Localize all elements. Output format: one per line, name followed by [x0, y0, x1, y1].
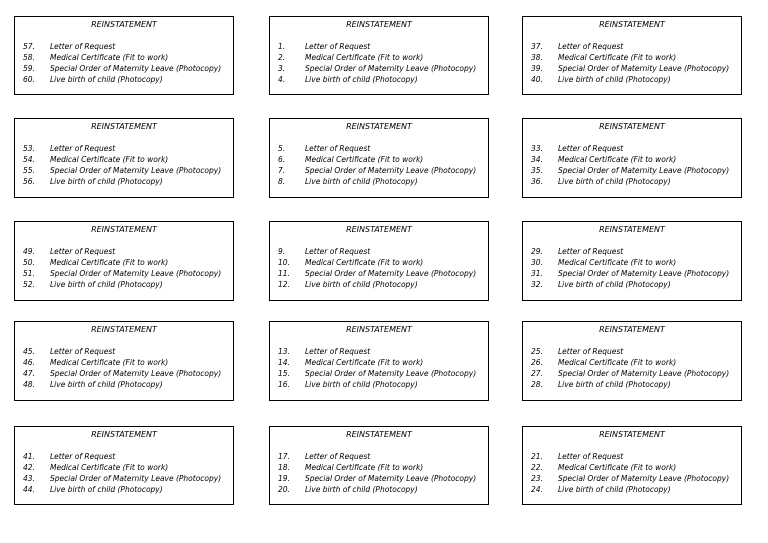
- item-text: Medical Certificate (Fit to work): [305, 358, 424, 367]
- label-card: [522, 426, 742, 505]
- checklist-item: [278, 257, 488, 268]
- item-text: Live birth of child (Photocopy): [558, 380, 671, 389]
- item-number: 39.: [531, 64, 543, 73]
- item-text: Medical Certificate (Fit to work): [558, 155, 677, 164]
- card-title: REINSTATEMENT: [346, 20, 412, 29]
- checklist-item: [23, 154, 233, 165]
- item-number: 10.: [278, 258, 290, 267]
- item-text: Letter of Request: [305, 452, 371, 461]
- item-number: 53.: [23, 144, 35, 153]
- item-number: 29.: [531, 247, 543, 256]
- checklist-item: [23, 473, 233, 484]
- item-number: 44.: [23, 485, 35, 494]
- checklist-item: [531, 165, 741, 176]
- item-text: Special Order of Maternity Leave (Photocopy): [305, 64, 477, 73]
- checklist-item: [278, 63, 488, 74]
- item-text: Letter of Request: [50, 144, 116, 153]
- item-number: 20.: [278, 485, 290, 494]
- item-number: 60.: [23, 75, 35, 84]
- checklist: [270, 143, 488, 187]
- item-text: Medical Certificate (Fit to work): [50, 155, 169, 164]
- item-number: 13.: [278, 347, 290, 356]
- card-title: REINSTATEMENT: [91, 20, 157, 29]
- item-text: Special Order of Maternity Leave (Photocopy): [558, 369, 730, 378]
- checklist: [523, 246, 741, 290]
- item-number: 9.: [278, 247, 286, 256]
- label-card: [522, 118, 742, 198]
- checklist: [270, 346, 488, 390]
- label-card: [522, 16, 742, 95]
- item-number: 2.: [278, 53, 286, 62]
- item-text: Medical Certificate (Fit to work): [558, 463, 677, 472]
- item-text: Special Order of Maternity Leave (Photocopy): [305, 166, 477, 175]
- checklist-item: [278, 143, 488, 154]
- item-text: Special Order of Maternity Leave (Photocopy): [50, 369, 222, 378]
- checklist-item: [278, 484, 488, 495]
- item-text: Medical Certificate (Fit to work): [558, 358, 677, 367]
- item-number: 52.: [23, 280, 35, 289]
- checklist-item: [531, 246, 741, 257]
- checklist: [15, 41, 233, 85]
- item-text: Special Order of Maternity Leave (Photocopy): [305, 474, 477, 483]
- item-number: 21.: [531, 452, 543, 461]
- checklist-item: [23, 52, 233, 63]
- item-number: 1.: [278, 42, 286, 51]
- card-title: REINSTATEMENT: [91, 225, 157, 234]
- item-number: 4.: [278, 75, 286, 84]
- checklist-item: [278, 279, 488, 290]
- item-number: 14.: [278, 358, 290, 367]
- label-card: [269, 221, 489, 301]
- checklist: [523, 346, 741, 390]
- item-text: Live birth of child (Photocopy): [305, 280, 418, 289]
- checklist-item: [23, 451, 233, 462]
- item-number: 35.: [531, 166, 543, 175]
- item-number: 51.: [23, 269, 35, 278]
- item-text: Live birth of child (Photocopy): [50, 75, 163, 84]
- checklist-item: [531, 52, 741, 63]
- card-title: REINSTATEMENT: [599, 20, 665, 29]
- item-number: 56.: [23, 177, 35, 186]
- item-text: Medical Certificate (Fit to work): [50, 258, 169, 267]
- checklist: [15, 143, 233, 187]
- checklist: [270, 451, 488, 495]
- item-text: Letter of Request: [558, 42, 624, 51]
- checklist-item: [278, 74, 488, 85]
- item-number: 41.: [23, 452, 35, 461]
- checklist-item: [531, 176, 741, 187]
- checklist-item: [23, 279, 233, 290]
- checklist-item: [23, 165, 233, 176]
- checklist-item: [278, 176, 488, 187]
- checklist-item: [278, 165, 488, 176]
- item-text: Letter of Request: [50, 247, 116, 256]
- checklist: [15, 346, 233, 390]
- checklist-item: [23, 176, 233, 187]
- item-number: 48.: [23, 380, 35, 389]
- checklist: [15, 246, 233, 290]
- checklist-item: [23, 268, 233, 279]
- label-card: [14, 321, 234, 401]
- item-number: 55.: [23, 166, 35, 175]
- item-number: 3.: [278, 64, 286, 73]
- item-text: Letter of Request: [50, 347, 116, 356]
- checklist-item: [278, 154, 488, 165]
- item-number: 37.: [531, 42, 543, 51]
- item-text: Letter of Request: [305, 144, 371, 153]
- item-text: Live birth of child (Photocopy): [305, 380, 418, 389]
- checklist-item: [278, 473, 488, 484]
- checklist: [523, 451, 741, 495]
- checklist-item: [23, 462, 233, 473]
- item-number: 23.: [531, 474, 543, 483]
- item-number: 30.: [531, 258, 543, 267]
- item-number: 42.: [23, 463, 35, 472]
- item-text: Live birth of child (Photocopy): [305, 75, 418, 84]
- item-number: 26.: [531, 358, 543, 367]
- checklist-item: [23, 63, 233, 74]
- item-number: 58.: [23, 53, 35, 62]
- item-text: Letter of Request: [305, 42, 371, 51]
- item-number: 12.: [278, 280, 290, 289]
- checklist-item: [531, 143, 741, 154]
- checklist-item: [531, 473, 741, 484]
- item-number: 11.: [278, 269, 290, 278]
- card-title: REINSTATEMENT: [599, 225, 665, 234]
- checklist-item: [278, 268, 488, 279]
- item-number: 28.: [531, 380, 543, 389]
- checklist-item: [531, 74, 741, 85]
- card-title: REINSTATEMENT: [91, 430, 157, 439]
- card-title: REINSTATEMENT: [346, 225, 412, 234]
- label-card: [14, 221, 234, 301]
- checklist-item: [278, 246, 488, 257]
- item-number: 54.: [23, 155, 35, 164]
- item-number: 24.: [531, 485, 543, 494]
- item-number: 5.: [278, 144, 286, 153]
- item-number: 34.: [531, 155, 543, 164]
- checklist-item: [23, 346, 233, 357]
- item-text: Medical Certificate (Fit to work): [305, 53, 424, 62]
- card-title: REINSTATEMENT: [346, 430, 412, 439]
- item-text: Letter of Request: [558, 452, 624, 461]
- item-number: 57.: [23, 42, 35, 51]
- checklist-item: [278, 451, 488, 462]
- item-number: 25.: [531, 347, 543, 356]
- item-text: Special Order of Maternity Leave (Photocopy): [558, 64, 730, 73]
- item-number: 31.: [531, 269, 543, 278]
- checklist-item: [278, 52, 488, 63]
- item-text: Live birth of child (Photocopy): [50, 280, 163, 289]
- item-text: Letter of Request: [305, 347, 371, 356]
- checklist-item: [531, 451, 741, 462]
- item-text: Medical Certificate (Fit to work): [305, 463, 424, 472]
- item-text: Live birth of child (Photocopy): [558, 485, 671, 494]
- item-text: Medical Certificate (Fit to work): [50, 53, 169, 62]
- item-number: 32.: [531, 280, 543, 289]
- item-text: Special Order of Maternity Leave (Photocopy): [558, 269, 730, 278]
- checklist-item: [23, 143, 233, 154]
- label-card: [269, 426, 489, 505]
- item-text: Medical Certificate (Fit to work): [305, 155, 424, 164]
- item-number: 8.: [278, 177, 286, 186]
- checklist-item: [23, 379, 233, 390]
- checklist-item: [531, 279, 741, 290]
- item-number: 59.: [23, 64, 35, 73]
- checklist-item: [278, 357, 488, 368]
- item-text: Special Order of Maternity Leave (Photocopy): [50, 64, 222, 73]
- checklist-item: [23, 357, 233, 368]
- checklist-item: [23, 368, 233, 379]
- item-text: Letter of Request: [558, 247, 624, 256]
- item-text: Medical Certificate (Fit to work): [558, 53, 677, 62]
- checklist-item: [531, 379, 741, 390]
- card-title: REINSTATEMENT: [91, 325, 157, 334]
- item-number: 18.: [278, 463, 290, 472]
- item-number: 38.: [531, 53, 543, 62]
- card-title: REINSTATEMENT: [599, 122, 665, 131]
- item-text: Letter of Request: [558, 144, 624, 153]
- label-card: [269, 118, 489, 198]
- item-text: Medical Certificate (Fit to work): [558, 258, 677, 267]
- item-number: 6.: [278, 155, 286, 164]
- item-number: 50.: [23, 258, 35, 267]
- item-text: Live birth of child (Photocopy): [558, 177, 671, 186]
- card-title: REINSTATEMENT: [599, 430, 665, 439]
- checklist-item: [23, 74, 233, 85]
- item-number: 46.: [23, 358, 35, 367]
- item-number: 7.: [278, 166, 286, 175]
- item-text: Medical Certificate (Fit to work): [305, 258, 424, 267]
- item-text: Live birth of child (Photocopy): [305, 177, 418, 186]
- item-text: Live birth of child (Photocopy): [50, 380, 163, 389]
- card-title: REINSTATEMENT: [346, 325, 412, 334]
- item-number: 27.: [531, 369, 543, 378]
- checklist: [523, 143, 741, 187]
- checklist: [270, 41, 488, 85]
- item-text: Special Order of Maternity Leave (Photocopy): [50, 166, 222, 175]
- checklist-item: [531, 462, 741, 473]
- label-card: [269, 16, 489, 95]
- checklist-item: [23, 484, 233, 495]
- checklist-item: [531, 346, 741, 357]
- item-number: 17.: [278, 452, 290, 461]
- checklist-item: [23, 257, 233, 268]
- item-text: Letter of Request: [50, 42, 116, 51]
- item-text: Live birth of child (Photocopy): [558, 75, 671, 84]
- checklist-item: [278, 462, 488, 473]
- item-number: 49.: [23, 247, 35, 256]
- checklist: [15, 451, 233, 495]
- checklist: [523, 41, 741, 85]
- item-text: Live birth of child (Photocopy): [558, 280, 671, 289]
- item-number: 45.: [23, 347, 35, 356]
- item-number: 33.: [531, 144, 543, 153]
- item-number: 22.: [531, 463, 543, 472]
- item-number: 40.: [531, 75, 543, 84]
- label-card: [522, 221, 742, 301]
- label-card: [14, 426, 234, 505]
- checklist-item: [23, 246, 233, 257]
- item-number: 16.: [278, 380, 290, 389]
- checklist-item: [531, 357, 741, 368]
- checklist-item: [278, 379, 488, 390]
- item-text: Letter of Request: [50, 452, 116, 461]
- label-card: [14, 118, 234, 198]
- item-number: 43.: [23, 474, 35, 483]
- item-text: Medical Certificate (Fit to work): [50, 358, 169, 367]
- item-text: Live birth of child (Photocopy): [305, 485, 418, 494]
- checklist-item: [531, 268, 741, 279]
- item-text: Letter of Request: [558, 347, 624, 356]
- card-title: REINSTATEMENT: [599, 325, 665, 334]
- label-card: [522, 321, 742, 401]
- checklist: [270, 246, 488, 290]
- checklist-item: [278, 41, 488, 52]
- item-number: 47.: [23, 369, 35, 378]
- item-text: Letter of Request: [305, 247, 371, 256]
- item-text: Special Order of Maternity Leave (Photocopy): [50, 474, 222, 483]
- item-number: 19.: [278, 474, 290, 483]
- checklist-item: [531, 63, 741, 74]
- checklist-item: [23, 41, 233, 52]
- checklist-item: [531, 484, 741, 495]
- item-text: Special Order of Maternity Leave (Photocopy): [558, 474, 730, 483]
- checklist-item: [278, 368, 488, 379]
- checklist-item: [531, 41, 741, 52]
- card-title: REINSTATEMENT: [346, 122, 412, 131]
- label-card: [14, 16, 234, 95]
- item-number: 15.: [278, 369, 290, 378]
- item-text: Live birth of child (Photocopy): [50, 177, 163, 186]
- item-text: Medical Certificate (Fit to work): [50, 463, 169, 472]
- label-card: [269, 321, 489, 401]
- checklist-item: [278, 346, 488, 357]
- item-text: Special Order of Maternity Leave (Photocopy): [305, 269, 477, 278]
- checklist-item: [531, 368, 741, 379]
- item-text: Special Order of Maternity Leave (Photocopy): [50, 269, 222, 278]
- item-text: Live birth of child (Photocopy): [50, 485, 163, 494]
- item-text: Special Order of Maternity Leave (Photocopy): [558, 166, 730, 175]
- item-number: 36.: [531, 177, 543, 186]
- card-title: REINSTATEMENT: [91, 122, 157, 131]
- checklist-item: [531, 257, 741, 268]
- item-text: Special Order of Maternity Leave (Photocopy): [305, 369, 477, 378]
- checklist-item: [531, 154, 741, 165]
